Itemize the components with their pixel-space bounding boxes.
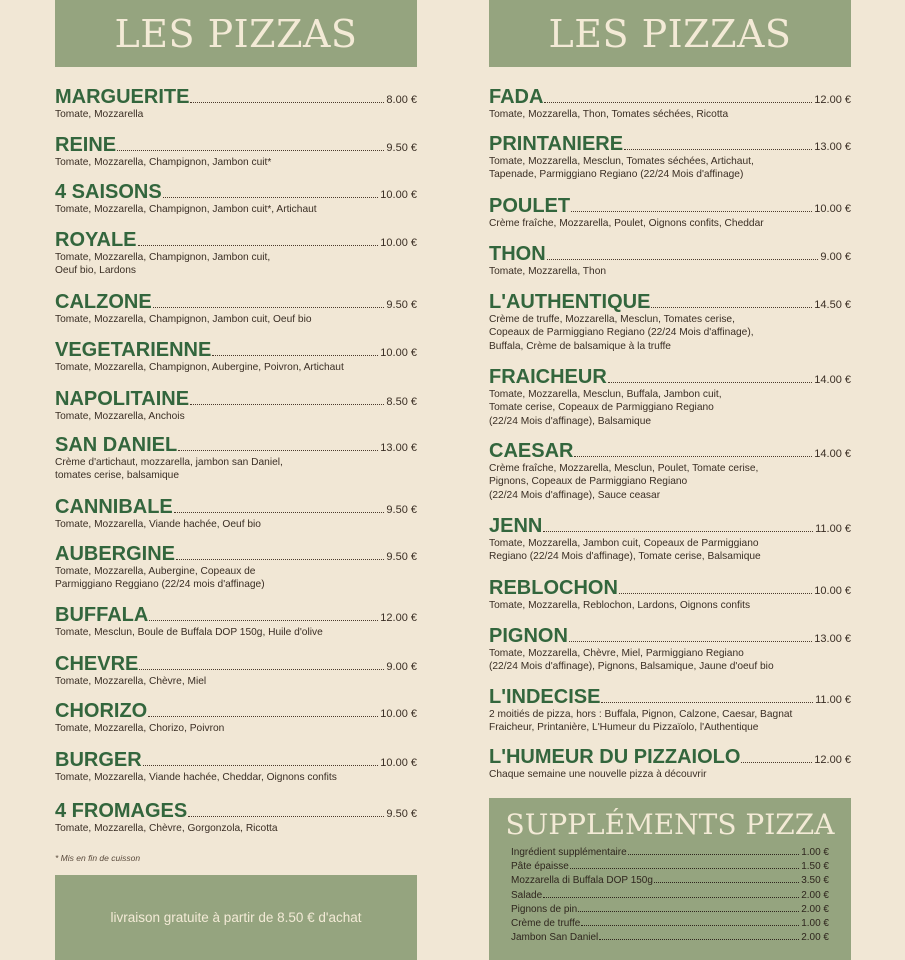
menu-item-line [55,229,417,251]
pizza-name: PIGNON [489,625,568,647]
pizza-description [489,217,851,230]
supplement-row [511,904,829,918]
pizza-description [55,675,417,688]
dot-leader [741,762,812,763]
menu-item [55,543,417,592]
description-line: Tomate, Mozzarella, Champignon, Jambon cuit, [55,252,271,263]
description-line: Crème fraîche, Mozzarella, Poulet, Oignons confits, Cheddar [489,218,764,229]
description-line: Tomate, Mozzarella, Aubergine, Copeaux de [55,566,256,577]
pizza-name: REINE [55,134,117,156]
description-line: Regiano (22/24 Mois d'affinage), Tomate cerise, Balsamique [489,551,761,563]
left-header-title: LES PIZZAS [114,11,358,56]
menu-item [55,134,417,169]
pizza-description [55,722,417,735]
pizza-description [55,456,417,483]
pizza-price: 9.50 € [386,142,417,154]
pizza-description [55,518,417,531]
description-line: Crème de truffe, Mozzarella, Mesclun, Tomates cerise, [489,314,735,325]
menu-item-line [489,133,851,155]
dot-leader [651,307,812,308]
supplement-price: 3.50 € [801,875,829,887]
description-line: Pignons, Copeaux de Parmiggiano Regiano [489,476,688,488]
description-line: Tomate cerise, Copeaux de Parmiggiano Regiano [489,402,714,414]
pizza-description [489,462,851,502]
description-line: tomates cerise, balsamique [55,470,180,482]
description-line: Tomate, Mesclun, Boule de Buffala DOP 150g, Huile d'olive [55,627,323,638]
pizza-name: L'AUTHENTIQUE [489,291,651,313]
pizza-price: 9.50 € [386,551,417,563]
dot-leader [176,559,384,560]
menu-item [489,291,851,353]
description-line: Crème d'artichaut, mozzarella, jambon san Daniel, [55,457,283,468]
pizza-description [55,361,417,374]
menu-item-line [489,686,851,708]
pizza-price: 13.00 € [814,141,851,153]
menu-item-line [55,291,417,313]
menu-item [55,496,417,531]
dot-leader [608,382,813,383]
right-column [489,0,851,780]
description-line: (22/24 Mois d'affinage), Balsamique [489,415,652,427]
pizza-name: CHEVRE [55,653,139,675]
supplement-name: Ingrédient supplémentaire [511,847,627,858]
description-line: Tomate, Mozzarella, Chèvre, Miel, Parmiggiano Regiano [489,648,744,659]
supplement-dot-leader [543,897,799,898]
description-line: Tomate, Mozzarella, Champignon, Aubergine, Poivron, Artichaut [55,362,344,373]
menu-item-line [55,388,417,410]
pizza-description [489,599,851,612]
description-line: Tomate, Mozzarella, Chorizo, Poivron [55,723,225,734]
menu-item [55,339,417,374]
pizza-description [489,265,851,278]
menu-item-line [489,515,851,537]
pizza-description [489,388,851,428]
dot-leader [178,450,378,451]
supplement-dot-leader [578,911,799,912]
pizza-price: 9.50 € [386,299,417,311]
pizza-description [55,626,417,639]
description-line: Tomate, Mozzarella, Jambon cuit, Copeaux de Parmiggiano [489,538,759,549]
supplement-dot-leader [599,939,799,940]
dot-leader [188,816,384,817]
pizza-price: 13.00 € [814,633,851,645]
description-line: Tomate, Mozzarella, Viande hachée, Oeuf bio [55,519,261,530]
pizza-name: BUFFALA [55,604,149,626]
menu-item [489,366,851,428]
description-line: Tapenade, Parmiggiano Regiano (22/24 Mois d'affinage) [489,169,744,181]
pizza-price: 9.50 € [386,808,417,820]
pizza-description [55,313,417,326]
pizza-name: JENN [489,515,543,537]
pizza-description [55,771,417,784]
menu-item-line [55,86,417,108]
menu-item [489,195,851,230]
description-line: Tomate, Mozzarella, Thon [489,266,607,277]
menu-item-line [55,749,417,771]
menu-item-line [55,339,417,361]
pizza-name: L'HUMEUR DU PIZZAIOLO [489,746,741,768]
pizza-name: CALZONE [55,291,152,313]
supplements-panel [489,798,851,960]
pizza-name: MARGUERITE [55,86,190,108]
description-line: (22/24 Mois d'affinage), Sauce ceasar [489,489,661,501]
pizza-description [55,410,417,423]
supplements-title: SUPPLÉMENTS PIZZA [505,808,835,841]
pizza-price: 11.00 € [815,523,851,535]
pizza-price: 8.00 € [386,94,417,106]
pizza-name: BURGER [55,749,142,771]
pizza-price: 8.50 € [386,396,417,408]
menu-item-line [489,625,851,647]
pizza-description [489,313,851,353]
pizza-name: REBLOCHON [489,577,618,599]
description-line: 2 moitiés de pizza, hors : Buffala, Pignon, Calzone, Caesar, Bagnat [489,709,793,720]
supplement-dot-leader [628,854,800,855]
menu-item-line [489,440,851,462]
supplement-row [511,847,829,861]
supplement-row [511,875,829,889]
description-line: Tomate, Mozzarella, Reblochon, Lardons, Oignons confits [489,600,751,611]
pizza-name: PRINTANIERE [489,133,624,155]
menu-item-line [55,700,417,722]
menu-item [55,653,417,688]
dot-leader [153,307,385,308]
menu-item [489,625,851,674]
pizza-name: 4 FROMAGES [55,800,188,822]
menu-item-line [55,434,417,456]
dot-leader [624,149,812,150]
description-line: Fraicheur, Printanière, L'Humeur du Pizzaïolo, l'Authentique [489,722,759,734]
right-header-band [489,0,851,67]
dot-leader [138,245,379,246]
supplement-name: Jambon San Daniel [511,932,599,944]
pizza-price: 14.50 € [814,299,851,311]
description-line: Tomate, Mozzarella, Champignon, Jambon cuit*, Artichaut [55,204,317,215]
dot-leader [149,620,378,621]
left-header-band [55,0,417,67]
supplement-row [511,861,829,875]
pizza-price: 10.00 € [380,708,417,720]
dot-leader [601,702,813,703]
pizza-description [55,251,417,278]
pizza-name: SAN DANIEL [55,434,178,456]
pizza-price: 10.00 € [380,237,417,249]
description-line: Parmiggiano Reggiano (22/24 mois d'affinage) [55,579,265,591]
menu-item [55,388,417,423]
pizza-name: AUBERGINE [55,543,176,565]
supplement-price: 2.00 € [801,903,829,915]
description-line: Tomate, Mozzarella, Champignon, Jambon cuit, Oeuf bio [55,314,312,325]
menu-item [489,515,851,564]
dot-leader [212,355,378,356]
description-line: Tomate, Mozzarella, Viande hachée, Cheddar, Oignons confits [55,772,337,783]
dot-leader [190,102,384,103]
pizza-price: 12.00 € [814,754,851,766]
dot-leader [574,456,812,457]
pizza-description [55,203,417,216]
supplement-row [511,918,829,932]
pizza-name: ROYALE [55,229,137,251]
menu-item [55,604,417,639]
pizza-description [55,822,417,835]
supplement-dot-leader [570,868,799,869]
menu-item [55,229,417,278]
menu-item-line [55,604,417,626]
pizza-name: THON [489,243,546,265]
pizza-description [489,108,851,121]
dot-leader [571,211,812,212]
description-line: Chaque semaine une nouvelle pizza à découvrir [489,769,707,780]
menu-item-line [55,543,417,565]
pizza-price: 12.00 € [380,612,417,624]
pizza-name: CANNIBALE [55,496,173,518]
menu-item-line [55,800,417,822]
pizza-price: 9.50 € [386,504,417,516]
pizza-price: 12.00 € [814,94,851,106]
dot-leader [190,404,384,405]
supplement-name: Pignons de pin [511,903,578,915]
pizza-name: CAESAR [489,440,574,462]
pizza-name: 4 SAISONS [55,181,162,203]
description-line: Copeaux de Parmiggiano Regiano (22/24 Mois d'affinage), [489,327,754,339]
pizza-description [489,647,851,674]
menu-item-line [55,653,417,675]
pizza-description [489,155,851,182]
pizza-price: 10.00 € [380,757,417,769]
delivery-text: livraison gratuite à partir de 8.50 € d'achat [110,910,362,925]
supplement-name: Crème de truffe [511,917,581,929]
menu-item-line [489,291,851,313]
menu-item-line [489,746,851,768]
pizza-price: 10.00 € [380,347,417,359]
menu-item [489,440,851,502]
menu-item [489,243,851,278]
menu-item [55,800,417,835]
menu-item [55,181,417,216]
pizza-price: 13.00 € [380,442,417,454]
menu-item [489,133,851,182]
pizza-name: CHORIZO [55,700,148,722]
description-line: (22/24 Mois d'affinage), Pignons, Balsamique, Jaune d'oeuf bio [489,661,774,673]
supplement-price: 1.00 € [801,847,829,858]
menu-item [489,86,851,121]
dot-leader [148,716,378,717]
supplement-dot-leader [654,882,799,883]
pizza-description [489,708,851,735]
left-column [55,0,417,834]
pizza-price: 10.00 € [814,585,851,597]
description-line: Tomate, Mozzarella, Anchois [55,411,185,422]
supplement-price: 2.00 € [801,932,829,944]
description-line: Crème fraîche, Mozzarella, Mesclun, Poulet, Tomate cerise, [489,463,759,474]
pizza-price: 10.00 € [814,203,851,215]
supplement-row [511,890,829,904]
supplement-price: 2.00 € [801,889,829,901]
footnote: * Mis en fin de cuisson [55,853,141,863]
pizza-description [489,768,851,781]
pizza-description [55,565,417,592]
pizza-price: 14.00 € [814,448,851,460]
dot-leader [174,512,385,513]
menu-item [55,86,417,121]
supplement-name: Mozzarella di Buffala DOP 150g [511,875,653,887]
menu-item [55,700,417,735]
menu-item-line [489,86,851,108]
dot-leader [569,641,812,642]
menu-item [489,746,851,781]
dot-leader [139,669,384,670]
pizza-name: L'INDECISE [489,686,601,708]
description-line: Tomate, Mozzarella, Mesclun, Tomates séchées, Artichaut, [489,156,754,167]
menu-item [489,686,851,735]
pizza-name: POULET [489,195,571,217]
menu-item [489,577,851,612]
menu-item-line [55,181,417,203]
description-line: Tomate, Mozzarella, Champignon, Jambon cuit* [55,157,272,168]
dot-leader [143,765,379,766]
dot-leader [547,259,819,260]
supplement-price: 1.50 € [801,861,829,873]
menu-item [55,434,417,483]
pizza-description [55,156,417,169]
description-line: Tomate, Mozzarella, Chèvre, Miel [55,676,207,687]
description-line: Tomate, Mozzarella, Chèvre, Gorgonzola, Ricotta [55,823,278,834]
dot-leader [544,102,812,103]
pizza-name: FADA [489,86,544,108]
supplement-price: 1.00 € [801,917,829,929]
menu-item-line [489,366,851,388]
pizza-price: 11.00 € [815,694,851,706]
supplement-row [511,932,829,946]
pizza-price: 10.00 € [380,189,417,201]
dot-leader [543,531,813,532]
pizza-name: FRAICHEUR [489,366,607,388]
delivery-banner [55,875,417,960]
description-line: Oeuf bio, Lardons [55,265,136,277]
right-header-title: LES PIZZAS [548,11,792,56]
pizza-name: NAPOLITAINE [55,388,190,410]
description-line: Tomate, Mozzarella, Mesclun, Buffala, Jambon cuit, [489,389,722,400]
supplement-name: Salade [511,889,543,901]
supplement-name: Pâte épaisse [511,861,569,873]
menu-item-line [489,195,851,217]
pizza-name: VEGETARIENNE [55,339,212,361]
menu-item-line [55,134,417,156]
pizza-description [489,537,851,564]
description-line: Tomate, Mozzarella, Thon, Tomates séchées, Ricotta [489,109,729,120]
menu-item-line [55,496,417,518]
description-line: Tomate, Mozzarella [55,109,144,120]
pizza-description [55,108,417,121]
dot-leader [163,197,379,198]
description-line: Buffala, Crème de balsamique à la truffe [489,340,671,352]
menu-item [55,291,417,326]
dot-leader [117,150,384,151]
menu-item [55,749,417,784]
supplement-dot-leader [581,925,799,926]
dot-leader [619,593,812,594]
pizza-price: 14.00 € [814,374,851,386]
pizza-price: 9.00 € [386,661,417,673]
pizza-price: 9.00 € [820,251,851,263]
menu-item-line [489,243,851,265]
menu-item-line [489,577,851,599]
supplements-list [489,847,851,946]
